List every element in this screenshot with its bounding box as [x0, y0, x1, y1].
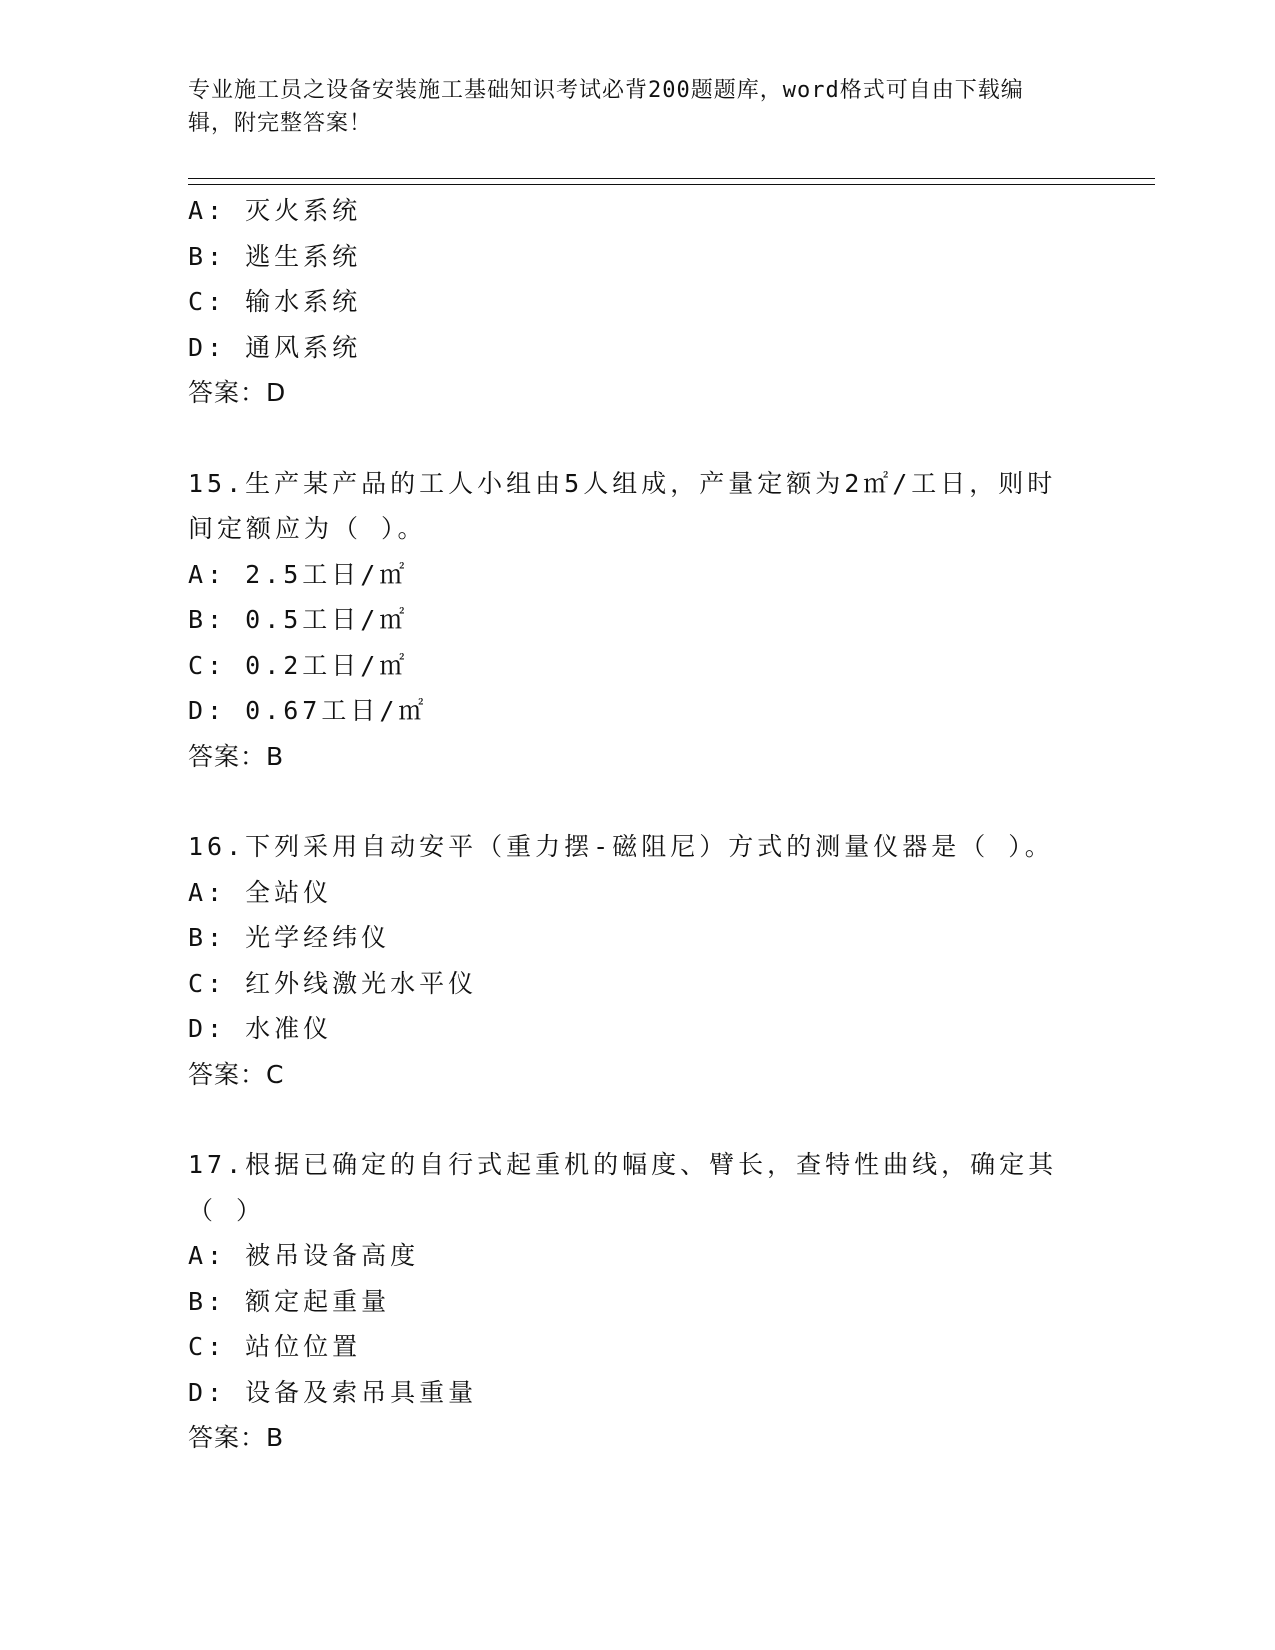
option-a: A: 2.5工日/㎡ [188, 559, 409, 589]
question-stem: 15.生产某产品的工人小组由5人组成，产量定额为2㎡/工日，则时间定额应为（ ）。 [188, 468, 1057, 543]
option-b: B: 0.5工日/㎡ [188, 605, 409, 634]
question-stem: 16.下列采用自动安平（重力摆-磁阻尼）方式的测量仪器是（ ）。 [188, 832, 1054, 861]
document-body [188, 188, 1088, 1461]
option-d: D: 0.67工日/㎡ [188, 696, 428, 725]
option-c: C: 站位位置 [188, 1332, 362, 1361]
answer-label: 答案：C [188, 1059, 285, 1089]
question-17 [188, 1142, 1088, 1461]
header-divider-top [188, 178, 1155, 179]
option-a: A: 被吊设备高度 [188, 1241, 420, 1270]
question-15 [188, 461, 1088, 780]
option-b: B: 逃生系统 [188, 241, 362, 271]
option-c: C: 0.2工日/㎡ [188, 650, 409, 680]
option-b: B: 光学经纬仪 [188, 923, 391, 952]
option-d: D: 通风系统 [188, 332, 362, 362]
header-divider-bottom [188, 184, 1155, 185]
answer-label: 答案：B [188, 741, 285, 771]
question-16 [188, 824, 1088, 1097]
option-a: A: 全站仪 [188, 877, 333, 907]
option-d: D: 水准仪 [188, 1014, 333, 1043]
answer-label: 答案：B [188, 1423, 285, 1452]
answer-label: 答案：D [188, 378, 287, 407]
document-header-title: 专业施工员之设备安装施工基础知识考试必背200题题库，word格式可自由下载编辑，附完整答案！ [188, 78, 1024, 136]
option-d: D: 设备及索吊具重量 [188, 1377, 478, 1407]
option-c: C: 红外线激光水平仪 [188, 968, 478, 998]
question-stem: 17.根据已确定的自行式起重机的幅度、臂长，查特性曲线，确定其（ ） [188, 1150, 1058, 1225]
option-a: A: 灭火系统 [188, 196, 362, 225]
option-c: C: 输水系统 [188, 287, 362, 316]
question-previous [188, 188, 1088, 416]
option-b: B: 额定起重量 [188, 1286, 391, 1316]
